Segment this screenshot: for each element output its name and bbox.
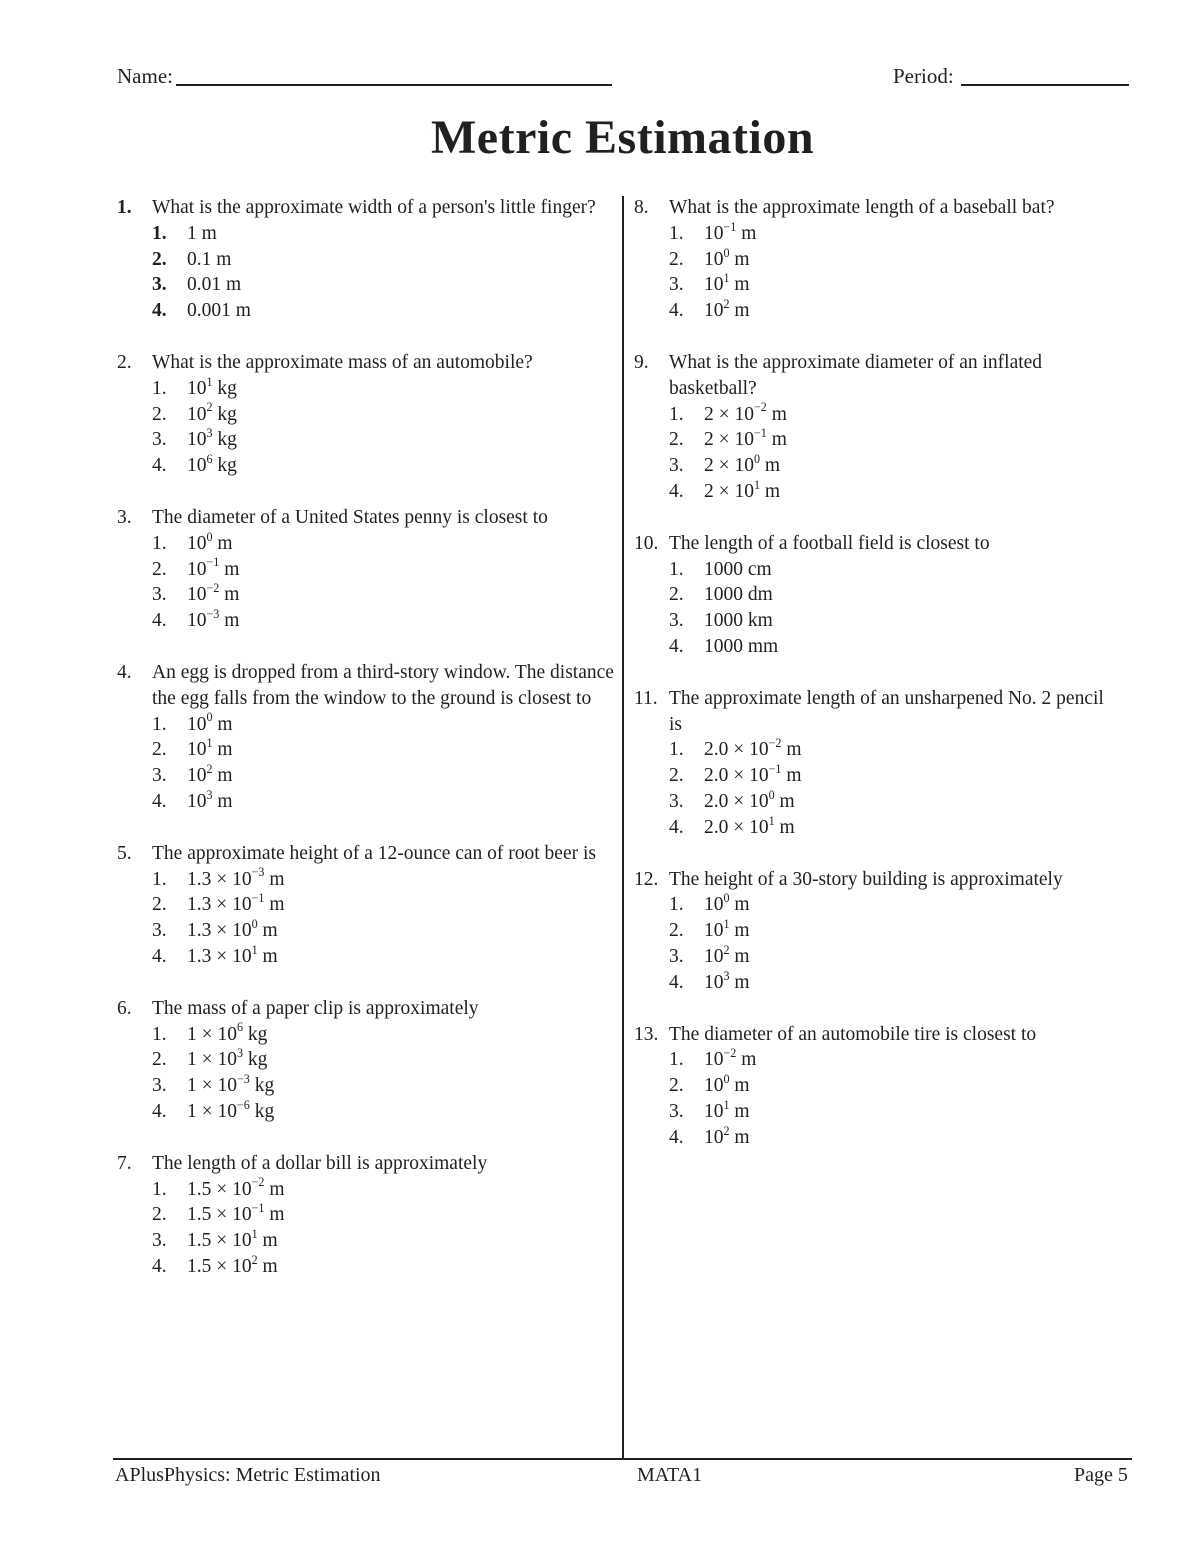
answer-choice[interactable] (117, 892, 614, 918)
choice-number: 2. (152, 248, 167, 270)
answer-choice[interactable] (117, 1228, 614, 1254)
answer-choice[interactable] (634, 427, 1104, 453)
question-text: The mass of a paper clip is approximately (152, 997, 479, 1019)
choice-number: 1. (669, 894, 684, 916)
choice-text: $10^{-1}$ m (187, 555, 240, 580)
choice-number: 1. (669, 403, 684, 425)
choice-text: 1000 cm (704, 558, 772, 580)
choice-number: 1. (669, 558, 684, 580)
choice-number: 2. (669, 765, 684, 787)
choice-text: $10^0$ m (704, 245, 750, 270)
answer-choice[interactable] (634, 453, 1104, 479)
choice-number: 4. (152, 300, 167, 322)
answer-choice[interactable] (117, 712, 614, 738)
choice-number: 4. (669, 816, 684, 838)
question-item (117, 195, 614, 324)
choice-number: 1. (152, 713, 167, 735)
choice-text: $10^0$ m (187, 529, 233, 554)
question-text: The length of a dollar bill is approximately (152, 1152, 488, 1174)
choice-number: 4. (152, 1255, 167, 1277)
answer-choice[interactable] (634, 1073, 1104, 1099)
choice-number: 3. (152, 1230, 167, 1252)
left-question-column (117, 195, 614, 1306)
question-text: The height of a 30-story building is approximately (669, 868, 1063, 890)
question-text: What is the approximate diameter of an inflated basketball? (669, 351, 1043, 399)
choice-number: 3. (669, 274, 684, 296)
question-text: The length of a football field is closest to (669, 532, 990, 554)
choice-text: $1.3 \times 10^1$ m (187, 942, 278, 967)
question-stem (117, 195, 614, 221)
question-stem (117, 660, 614, 712)
choice-number: 1. (152, 532, 167, 554)
choice-number: 4. (669, 480, 684, 502)
choice-number: 2. (152, 1204, 167, 1226)
choice-text: $2 \times 10^{-1}$ m (704, 426, 787, 451)
choice-text: $10^2$ m (704, 942, 750, 967)
footer-source: APlusPhysics: Metric Estimation (115, 1464, 381, 1486)
answer-choice[interactable] (634, 608, 1104, 634)
answer-choice[interactable] (117, 221, 614, 247)
question-number: 3. (117, 506, 132, 528)
choice-text: $10^2$ m (704, 297, 750, 322)
choice-text: $10^2$ m (187, 762, 233, 787)
choice-text: $10^{-3}$ m (187, 607, 240, 632)
choice-number: 4. (669, 971, 684, 993)
answer-choice[interactable] (634, 1099, 1104, 1125)
choice-text: $10^0$ m (704, 1072, 750, 1097)
period-blank-line[interactable] (961, 84, 1129, 86)
footer-rule (113, 1458, 1132, 1460)
choice-number: 3. (669, 455, 684, 477)
question-stem (117, 350, 614, 376)
choice-number: 4. (152, 1100, 167, 1122)
answer-choice[interactable] (634, 763, 1104, 789)
choice-number: 2. (669, 248, 684, 270)
choice-number: 3. (152, 920, 167, 942)
choice-text: $1 \times 10^{-3}$ kg (187, 1072, 275, 1097)
choice-number: 3. (152, 274, 167, 296)
choice-text: $1.3 \times 10^{-1}$ m (187, 891, 285, 916)
answer-choice[interactable] (117, 376, 614, 402)
choice-text: $10^{-2}$ m (187, 581, 240, 606)
page-title: Metric Estimation (430, 111, 815, 164)
choice-text: $10^2$ kg (187, 400, 237, 425)
choice-number: 4. (669, 1126, 684, 1148)
choice-text: $1 \times 10^6$ kg (187, 1020, 268, 1045)
question-number: 4. (117, 661, 132, 683)
choice-number: 1. (152, 1023, 167, 1045)
answer-choice[interactable] (117, 427, 614, 453)
answer-choice[interactable] (117, 531, 614, 557)
choice-number: 3. (669, 945, 684, 967)
choice-text: $1.3 \times 10^{-3}$ m (187, 865, 285, 890)
question-stem (634, 686, 1104, 738)
choice-number: 3. (152, 584, 167, 606)
question-stem (634, 531, 1104, 557)
choice-number: 1. (669, 222, 684, 244)
answer-choice[interactable] (117, 1099, 614, 1125)
choice-text: $10^0$ m (704, 891, 750, 916)
choice-number: 1. (669, 1049, 684, 1071)
choice-text: $10^3$ m (187, 787, 233, 812)
choice-number: 2. (152, 894, 167, 916)
question-item (634, 195, 1104, 324)
choice-text: 1 m (187, 222, 217, 244)
question-text: An egg is dropped from a third-story window. The distance the egg falls from the window to the ground is closest to (152, 661, 614, 709)
question-item (634, 686, 1104, 841)
choice-number: 1. (152, 868, 167, 890)
name-label: Name: (117, 64, 173, 88)
choice-number: 3. (669, 610, 684, 632)
question-stem (634, 1022, 1104, 1048)
answer-choice[interactable] (117, 402, 614, 428)
answer-choice[interactable] (634, 221, 1104, 247)
choice-number: 2. (152, 739, 167, 761)
answer-choice[interactable] (634, 789, 1104, 815)
answer-choice[interactable] (634, 634, 1104, 660)
choice-text: $1.5 \times 10^2$ m (187, 1252, 278, 1277)
choice-number: 2. (152, 558, 167, 580)
choice-text: $1.5 \times 10^{-2}$ m (187, 1175, 285, 1200)
question-stem (634, 350, 1104, 402)
question-item (117, 350, 614, 479)
answer-choice[interactable] (117, 557, 614, 583)
answer-choice[interactable] (117, 918, 614, 944)
choice-text: $2.0 \times 10^{-2}$ m (704, 736, 802, 761)
question-number: 12. (634, 868, 659, 890)
choice-text: $10^2$ m (704, 1123, 750, 1148)
question-stem (117, 996, 614, 1022)
name-blank-line[interactable] (176, 84, 612, 86)
question-item (634, 867, 1104, 996)
period-label: Period: (893, 64, 954, 88)
choice-number: 4. (669, 300, 684, 322)
answer-choice[interactable] (634, 582, 1104, 608)
column-divider (622, 196, 624, 1458)
question-text: The diameter of an automobile tire is closest to (669, 1023, 1037, 1045)
answer-choice[interactable] (634, 892, 1104, 918)
choice-text: 0.01 m (187, 274, 242, 296)
answer-choice[interactable] (634, 737, 1104, 763)
answer-choice[interactable] (634, 272, 1104, 298)
choice-text: 1000 mm (704, 635, 779, 657)
choice-number: 4. (152, 455, 167, 477)
choice-number: 3. (152, 1075, 167, 1097)
answer-choice[interactable] (634, 479, 1104, 505)
choice-text: $10^1$ m (704, 1097, 750, 1122)
answer-choice[interactable] (634, 402, 1104, 428)
answer-choice[interactable] (634, 557, 1104, 583)
choice-number: 1. (152, 1178, 167, 1200)
question-item (117, 841, 614, 970)
choice-text: 1000 dm (704, 584, 773, 606)
question-item (117, 505, 614, 634)
choice-number: 3. (152, 765, 167, 787)
choice-text: $10^6$ kg (187, 452, 237, 477)
choice-text: $10^{-1}$ m (704, 219, 757, 244)
choice-text: $2 \times 10^1$ m (704, 477, 781, 502)
choice-text: $2.0 \times 10^1$ m (704, 813, 795, 838)
choice-number: 2. (152, 1049, 167, 1071)
choice-text: $10^{-2}$ m (704, 1046, 757, 1071)
answer-choice[interactable] (634, 1047, 1104, 1073)
choice-text: $1 \times 10^{-6}$ kg (187, 1097, 275, 1122)
answer-choice[interactable] (117, 453, 614, 479)
answer-choice[interactable] (117, 1254, 614, 1280)
answer-choice[interactable] (117, 298, 614, 324)
answer-choice[interactable] (117, 1177, 614, 1203)
question-number: 6. (117, 997, 132, 1019)
choice-number: 3. (669, 790, 684, 812)
question-item (117, 660, 614, 815)
question-text: What is the approximate length of a baseball bat? (669, 197, 1055, 218)
choice-number: 4. (152, 790, 167, 812)
choice-text: $2.0 \times 10^{-1}$ m (704, 762, 802, 787)
question-text: The diameter of a United States penny is closest to (152, 506, 548, 528)
answer-choice[interactable] (634, 815, 1104, 841)
answer-choice[interactable] (117, 763, 614, 789)
choice-number: 2. (669, 920, 684, 942)
choice-text: $2.0 \times 10^0$ m (704, 787, 795, 812)
question-text: The approximate height of a 12-ounce can of root beer is (152, 842, 596, 864)
choice-number: 3. (669, 1100, 684, 1122)
question-item (634, 350, 1104, 505)
answer-choice[interactable] (117, 1073, 614, 1099)
choice-text: $2 \times 10^0$ m (704, 452, 781, 477)
question-stem (634, 195, 1104, 221)
answer-choice[interactable] (117, 247, 614, 273)
question-number: 7. (117, 1152, 132, 1174)
question-item (117, 1151, 614, 1280)
question-text: What is the approximate mass of an automobile? (152, 351, 533, 373)
choice-text: $1.5 \times 10^{-1}$ m (187, 1201, 285, 1226)
question-stem (117, 1151, 614, 1177)
choice-text: $1.3 \times 10^0$ m (187, 917, 278, 942)
choice-text: $10^1$ kg (187, 374, 237, 399)
footer-page-number: Page 5 (1074, 1464, 1128, 1486)
answer-choice[interactable] (634, 1125, 1104, 1151)
footer-code: MATA1 (637, 1464, 703, 1486)
answer-choice[interactable] (117, 608, 614, 634)
choice-text: $10^3$ m (704, 968, 750, 993)
answer-choice[interactable] (117, 1047, 614, 1073)
choice-number: 1. (152, 222, 167, 244)
question-stem (117, 505, 614, 531)
answer-choice[interactable] (634, 918, 1104, 944)
answer-choice[interactable] (117, 272, 614, 298)
choice-text: 0.1 m (187, 248, 232, 270)
question-text: The approximate length of an unsharpened No. 2 pencil is (669, 687, 1104, 735)
choice-number: 3. (152, 429, 167, 451)
choice-text: $10^0$ m (187, 710, 233, 735)
choice-number: 4. (152, 610, 167, 632)
question-number: 10. (634, 532, 659, 554)
question-number: 9. (634, 351, 649, 373)
right-question-column (634, 195, 1104, 1177)
choice-number: 2. (669, 584, 684, 606)
question-number: 2. (117, 351, 132, 373)
question-number: 11. (634, 687, 658, 709)
choice-number: 4. (669, 635, 684, 657)
choice-text: $1 \times 10^3$ kg (187, 1046, 268, 1071)
choice-text: $10^3$ kg (187, 426, 237, 451)
answer-choice[interactable] (117, 789, 614, 815)
question-number: 1. (117, 197, 132, 218)
choice-text: $2 \times 10^{-2}$ m (704, 400, 787, 425)
answer-choice[interactable] (117, 944, 614, 970)
choice-number: 4. (152, 945, 167, 967)
choice-text: $10^1$ m (704, 271, 750, 296)
answer-choice[interactable] (117, 1022, 614, 1048)
answer-choice[interactable] (634, 970, 1104, 996)
answer-choice[interactable] (117, 737, 614, 763)
answer-choice[interactable] (117, 1202, 614, 1228)
answer-choice[interactable] (634, 247, 1104, 273)
answer-choice[interactable] (634, 298, 1104, 324)
choice-text: $10^1$ m (704, 917, 750, 942)
choice-text: $1.5 \times 10^1$ m (187, 1227, 278, 1252)
answer-choice[interactable] (117, 867, 614, 893)
question-stem (117, 841, 614, 867)
choice-text: 0.001 m (187, 300, 251, 322)
question-item (117, 996, 614, 1125)
question-number: 13. (634, 1023, 659, 1045)
answer-choice[interactable] (634, 944, 1104, 970)
question-text: What is the approximate width of a person's little finger? (152, 197, 596, 218)
question-number: 8. (634, 197, 649, 218)
choice-text: 1000 km (704, 610, 773, 632)
question-stem (634, 867, 1104, 893)
choice-number: 1. (152, 377, 167, 399)
choice-number: 2. (669, 1075, 684, 1097)
question-item (634, 1022, 1104, 1151)
choice-number: 1. (669, 739, 684, 761)
choice-text: $10^1$ m (187, 736, 233, 761)
answer-choice[interactable] (117, 582, 614, 608)
choice-number: 2. (669, 429, 684, 451)
question-item (634, 531, 1104, 660)
question-number: 5. (117, 842, 132, 864)
choice-number: 2. (152, 403, 167, 425)
